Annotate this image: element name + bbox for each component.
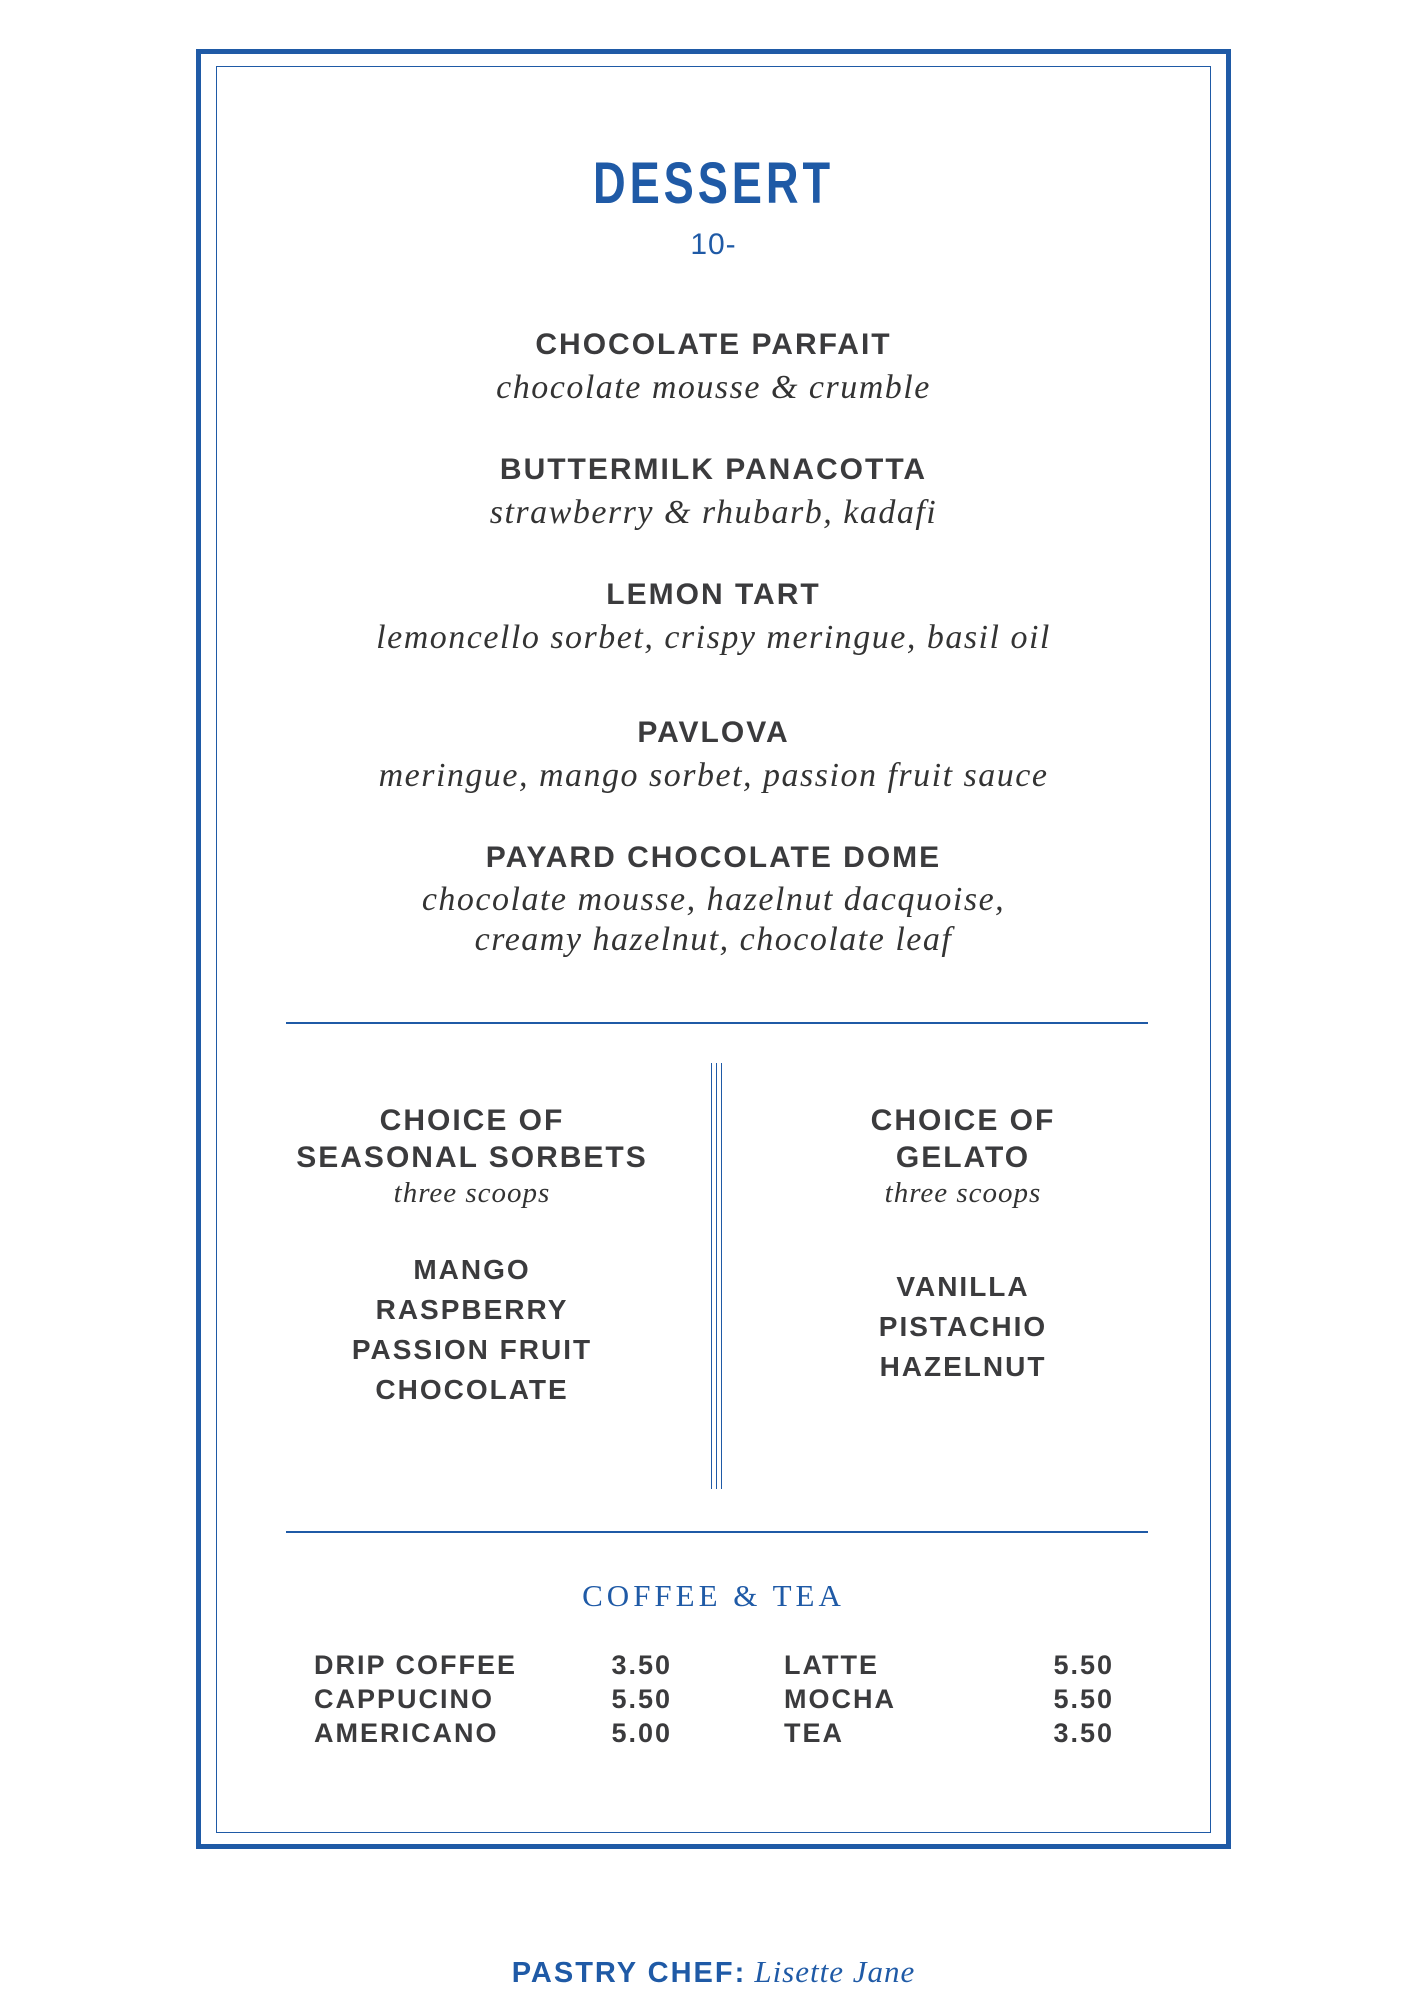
flavor-item: MANGO	[413, 1254, 531, 1285]
dish-name: PAVLOVA	[637, 716, 790, 749]
flavor-item: HAZELNUT	[879, 1351, 1047, 1382]
gelato-subheading: three scoops	[884, 1177, 1042, 1209]
drink-name: AMERICANO	[314, 1718, 499, 1748]
coffee-tea-heading: COFFEE & TEA	[582, 1578, 845, 1613]
gelato-heading-line2: GELATO	[895, 1141, 1031, 1174]
gelato-heading-line1: CHOICE OF	[870, 1104, 1056, 1137]
menu-title: DESSERT	[593, 151, 834, 216]
sorbets-heading-line1: CHOICE OF	[379, 1104, 565, 1137]
pastry-chef-name: Lisette Jane	[754, 1954, 916, 1989]
pastry-chef-credit	[0, 1954, 1427, 1990]
sorbets-subheading: three scoops	[393, 1177, 551, 1209]
drink-price: 3.50	[1053, 1718, 1114, 1748]
drink-price: 5.00	[611, 1718, 672, 1748]
flavor-item: PASSION FRUIT	[351, 1334, 593, 1365]
section-divider	[286, 1531, 1148, 1533]
dish-description: meringue, mango sorbet, passion fruit sauce	[378, 757, 1049, 794]
sorbets-section	[272, 1102, 672, 1410]
column-divider	[721, 1063, 722, 1489]
dish-description: chocolate mousse & crumble	[496, 369, 931, 406]
pastry-chef-label: PASTRY CHEF:	[511, 1957, 747, 1989]
dish-name: LEMON TART	[606, 578, 821, 611]
drink-price: 3.50	[611, 1650, 672, 1680]
column-divider	[716, 1063, 717, 1489]
flavor-item: PISTACHIO	[878, 1311, 1048, 1342]
dish-description: lemoncello sorbet, crispy meringue, basil oil	[376, 619, 1051, 656]
drink-name: MOCHA	[784, 1684, 896, 1714]
column-divider	[711, 1063, 712, 1489]
dish-name: BUTTERMILK PANACOTTA	[499, 453, 928, 486]
dish-description: strawberry & rhubarb, kadafi	[489, 494, 938, 531]
drink-name: LATTE	[784, 1650, 879, 1680]
menu-price: 10-	[690, 228, 737, 261]
gelato-section	[763, 1102, 1163, 1387]
section-divider	[286, 1022, 1148, 1024]
flavor-item: CHOCOLATE	[375, 1374, 569, 1405]
dish-name: PAYARD CHOCOLATE DOME	[485, 841, 942, 874]
dish-name: CHOCOLATE PARFAIT	[535, 328, 892, 361]
drink-price: 5.50	[1053, 1650, 1114, 1680]
dish-description-continued: creamy hazelnut, chocolate leaf	[474, 921, 953, 958]
drink-name: DRIP COFFEE	[314, 1650, 518, 1680]
drink-price: 5.50	[1053, 1684, 1114, 1714]
flavor-item: VANILLA	[896, 1271, 1030, 1302]
sorbets-heading-line2: SEASONAL SORBETS	[296, 1141, 648, 1174]
dish-description: chocolate mousse, hazelnut dacquoise,	[421, 881, 1006, 918]
drink-name: CAPPUCINO	[314, 1684, 495, 1714]
drink-price: 5.50	[611, 1684, 672, 1714]
flavor-item: RASPBERRY	[375, 1294, 569, 1325]
drink-name: TEA	[784, 1718, 844, 1748]
